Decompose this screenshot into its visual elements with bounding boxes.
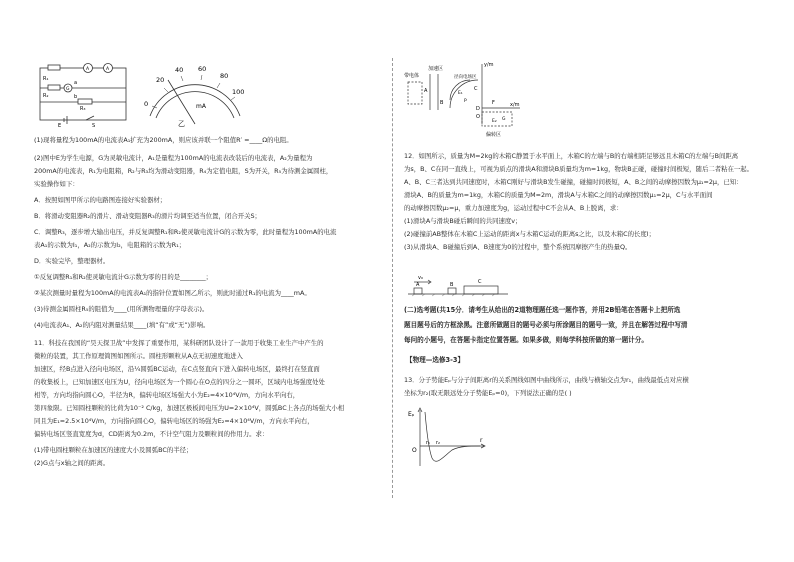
apparatus-label: P bbox=[464, 99, 467, 104]
energy-axis-label: r₁ bbox=[426, 440, 431, 446]
apparatus-label: G bbox=[502, 117, 506, 122]
question-text-line: (2)G点与x轴之间的距离。 bbox=[34, 459, 110, 467]
question-text-line: (3)从滑块A、B碰撞后到A、B速度为0的过程中，整个系统因摩擦产生的热量Q。 bbox=[404, 243, 632, 251]
energy-axis-label: r₂ bbox=[436, 440, 441, 446]
question-text-line: 滑块A、B的质量为m=1kg，木箱C的质量为M=2m，滑块A与木箱C之间的动摩擦因数μ₁=2μ，C与水平面间 bbox=[404, 191, 713, 199]
question-text-line: A．按照如图甲所示的电路图连接好实验器材； bbox=[34, 196, 167, 204]
question-text-line: D．实验完毕，整理器材。 bbox=[34, 257, 110, 265]
apparatus-label: B bbox=[440, 100, 444, 106]
question-text-line: 相等，方向均指向圆心O，半径为R，偏转电场区场强大小为E₂=4×10⁴V/m，方向水平向右， bbox=[34, 391, 300, 399]
meter-tick-label: 0 bbox=[144, 100, 149, 108]
apparatus-label: 带电体 bbox=[404, 73, 420, 79]
circuit-label: a bbox=[74, 80, 78, 86]
circuit-label: G bbox=[66, 87, 70, 92]
question-text-line: 第四象限。已知圆柱颗粒的比荷为10⁻² C/kg，加速区极板间电压为U=2×10⁴V，圆弧BC上各点的场强大小相 bbox=[34, 404, 345, 412]
blocks-label: C bbox=[478, 279, 482, 285]
question-text-line: 微粒的装置，其工作原理简图如图所示。圆柱形颗粒从A点无初速度地进入 bbox=[34, 352, 243, 360]
question-text-line: 12．如图所示，质量为M=2kg的木箱C静置于水平面上，木箱C的左端与B的右端相距足够远且木箱C的左端与B间距离 bbox=[404, 152, 739, 160]
question-text-line: (1)滑块A与滑块B碰后瞬间的共同速度v； bbox=[404, 217, 522, 225]
blocks-label: B bbox=[450, 282, 454, 288]
meter-unit: mA bbox=[196, 103, 206, 110]
circuit-label: R₁ bbox=[43, 76, 49, 82]
question-text-line: 偏转电场区竖直宽度为d，CD距离为0.2m，不计空气阻力及颗粒间的作用力。求： bbox=[34, 430, 269, 438]
question-text-line: C．调整R₃，逐步增大输出电压，并反复调整R₁和R₂使灵敏电流计G的示数为零，此时量程为100mA的电流 bbox=[34, 228, 337, 236]
question-text-line: 表A₁的示数为I₁，A₂的示数为I₂，电阻箱的示数为R₁； bbox=[34, 241, 186, 249]
question-text-line: A、B、C三者达到共同速度时，木箱C刚好与滑块B发生碰撞，碰撞时间极短，A、B之间的动摩擦因数为μ₁=2μ，已知： bbox=[404, 178, 743, 186]
question-text-line: B．将滑动变阻器R₂的滑片、滑动变阻器R₃的滑片均调至适当位置，闭合开关S； bbox=[34, 212, 261, 220]
circuit-label: b bbox=[74, 94, 78, 100]
apparatus-label: O bbox=[476, 114, 480, 120]
meter-tick-label: 80 bbox=[220, 72, 229, 80]
circuit-label: S bbox=[92, 123, 96, 128]
question-text-line: 同且为E₁=2.5×10⁴V/m，方向指向圆心O，偏转电场区的场强为E₂=4×10⁴V/m，方向水平向右， bbox=[34, 417, 314, 425]
apparatus-label: D bbox=[476, 106, 480, 112]
question-text-line: (2)碰撞前AB整体在木箱C上运动的距离x与木箱C运动的距离s之比，以及木箱C的长度l； bbox=[404, 230, 655, 238]
meter-tick-label: 20 bbox=[156, 76, 165, 84]
apparatus-label: F bbox=[492, 100, 495, 106]
question-text-line: 的收集板上，已知加速区电压为U，径向电场区为一个圆心在O点的四分之一圆环，区域内电场强度处处 bbox=[34, 378, 325, 386]
circuit-label: R₂ bbox=[43, 93, 49, 99]
ammeter-figure bbox=[140, 64, 250, 132]
energy-axis-label: r bbox=[480, 437, 483, 444]
particle-apparatus-figure bbox=[404, 60, 524, 142]
blocks-label: A bbox=[416, 282, 420, 288]
blocks-figure bbox=[408, 272, 508, 298]
meter-tick-label: 100 bbox=[232, 88, 245, 96]
apparatus-label: 偏转区 bbox=[486, 132, 502, 138]
energy-axis-label: Eₚ bbox=[408, 411, 415, 418]
apparatus-label: 径向电场区 bbox=[454, 75, 477, 80]
question-text-line: 为s，B、C在同一直线上，可视为质点的滑块A和滑块B质量均为m=1kg，物块B正碰，碰撞时间极短，随后二者粘在一起。 bbox=[404, 165, 754, 173]
meter-tick-label: 60 bbox=[198, 65, 207, 73]
question-text-line: (4)电流表A₁、A₂的内阻对测量结果____(填“有”或“无”)影响。 bbox=[34, 321, 210, 329]
optional-section-line: (二)选考题(共15分．请考生从给出的2道物理题任选一题作答，并用2B铅笔在答题卡上把所选 bbox=[404, 306, 681, 314]
question-text-line: 的动摩擦因数μ₂=μ，重力加速度为g，运动过程中C不会从A、B上脱离，求： bbox=[404, 204, 623, 212]
figure-caption: 乙 bbox=[178, 120, 185, 128]
circuit-label: E bbox=[58, 123, 62, 128]
apparatus-label: 加速区 bbox=[428, 66, 444, 72]
question-text-line: (3)待测金属圆柱R₅的阻值为____(用所测物理量的字母表示)。 bbox=[34, 305, 209, 313]
optional-section-line: 每问的小题号，在答题卡指定位置答题。如果多做，则每学科按所做的第一题计分。 bbox=[404, 336, 648, 344]
question-text-line: 13．分子势能Eₚ与分子间距离r的关系图线如图中曲线所示，曲线与横轴交点为r₁，曲线最低点对应横 bbox=[404, 376, 689, 384]
question-text-line: 加速区，经B点进入径向电场区，沿¼圆弧BC运动，在C点竖直向下进入偏转电场区，最终打在竖直面 bbox=[34, 365, 320, 373]
circuit-label: A bbox=[86, 67, 90, 72]
question-text-line: 11．科技在我国的“昊天探卫战”中发挥了重要作用，某科研团队设计了一款用于收集工业生产中产生的 bbox=[34, 339, 324, 347]
energy-axis-label: O bbox=[412, 447, 417, 454]
question-text-line: 实验操作如下： bbox=[34, 180, 79, 188]
question-text-line: ①反复调整R₁和R₂使灵敏电流计G示数为零的目的是________； bbox=[34, 273, 213, 281]
question-text-line: (1)现将量程为100mA的电流表A₁扩充为200mA，则应该并联一个阻值R′ =____Ω的电阻。 bbox=[34, 136, 293, 144]
apparatus-label: A bbox=[424, 88, 428, 94]
column-divider bbox=[392, 58, 393, 498]
question-text-line: (1)带电圆柱颗粒在加速区的速度大小及圆弧BC的半径； bbox=[34, 446, 193, 454]
apparatus-label: y/m bbox=[484, 62, 494, 68]
apparatus-label: E₁ bbox=[458, 91, 463, 96]
circuit-label: A bbox=[106, 67, 110, 72]
potential-energy-figure bbox=[408, 406, 488, 470]
blocks-label: v₀ bbox=[418, 275, 423, 281]
meter-tick-label: 40 bbox=[175, 66, 184, 74]
optional-section-line: 题目题号后的方框涂黑。注意所做题目的题号必须与所涂题目的题号一致，并且在解答过程中写清 bbox=[404, 321, 688, 329]
apparatus-label: E₂ bbox=[492, 119, 497, 124]
apparatus-label: C bbox=[474, 86, 478, 92]
question-text-line: 坐标为r₂(取无限远处分子势能Eₚ=0)，下列说法正确的是( ) bbox=[404, 389, 572, 397]
circuit-figure bbox=[34, 60, 134, 128]
question-text-line: (2)图中E为学生电源，G为灵敏电流计，A₁是量程为100mA的电流表改装后的电流表，A₂为量程为 bbox=[34, 154, 313, 162]
question-text-line: ②某次测量时量程为100mA的电流表A₁的指针位置如图乙所示，则此时通过R₁的电流为____mA。 bbox=[34, 289, 311, 297]
circuit-label: R₃ bbox=[80, 106, 86, 112]
question-text-line: 200mA的电流表，R₁为电阻箱，R₂与R₃均为滑动变阻器，R₄为定值电阻，S为开关，R₅为待测金属圆柱， bbox=[34, 167, 333, 175]
section-title: 【物理—选修3-3】 bbox=[406, 356, 465, 364]
apparatus-label: x/m bbox=[510, 102, 520, 108]
